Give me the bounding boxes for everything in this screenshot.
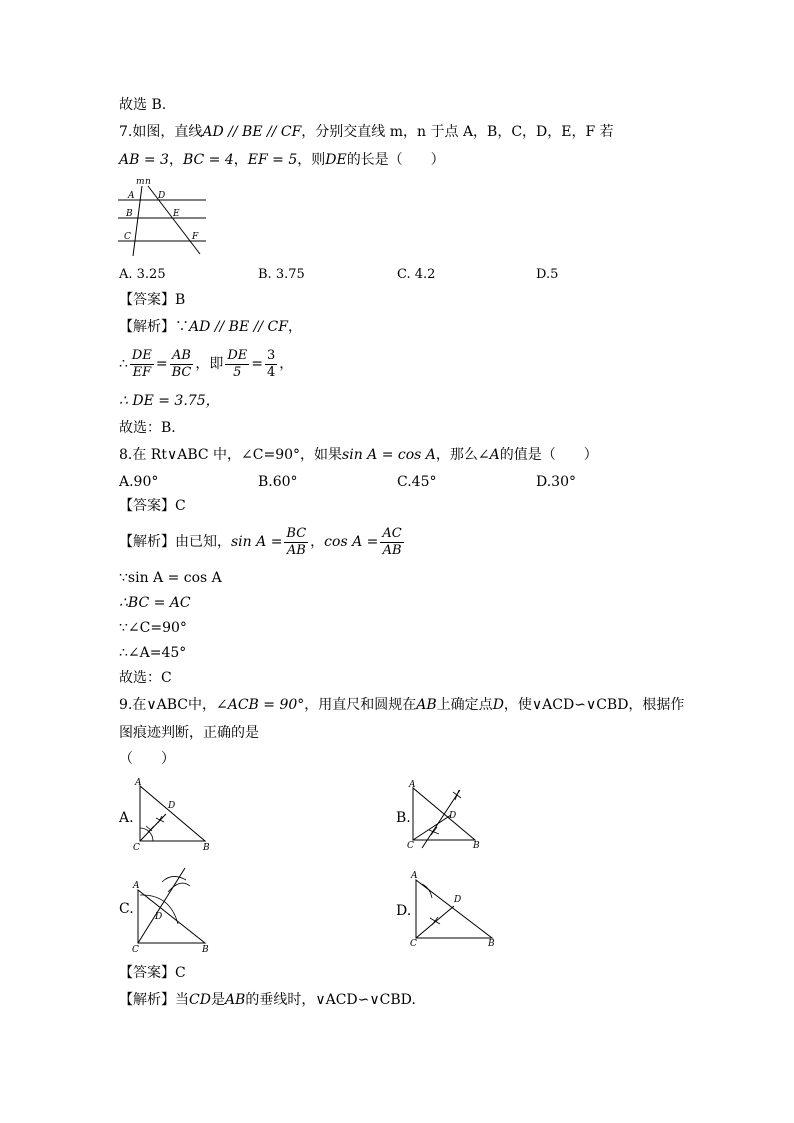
den: 4: [266, 364, 276, 380]
segment-cd: [413, 815, 451, 840]
q9-stem-text-2: ，用直尺和圆规在: [304, 697, 417, 713]
q7-stem-text: 7.如图，直线: [119, 124, 203, 140]
q7-given-ef: EF = 5: [247, 152, 298, 168]
q8-stem-text: 8.在 Rt∨ABC 中，∠C=90°，如果: [119, 447, 343, 463]
q9-stem-d: D: [492, 697, 504, 713]
q9-stem-text: 9.在∨ABC中，: [119, 697, 216, 713]
den: AB: [286, 542, 306, 558]
q8-analysis-label: 【解析】由已知，: [119, 534, 231, 550]
q9-answer: 【答案】C: [119, 965, 186, 981]
label-n: n: [145, 177, 151, 187]
label-e: E: [173, 209, 180, 219]
q9-analysis-label: 【解析】当: [119, 992, 189, 1008]
therefore: ∴: [119, 356, 128, 372]
q8-stem-text-3: 的值是（ ）: [499, 447, 598, 463]
label-d: D: [158, 191, 166, 201]
q9-stem-text-4: ，使∨ACD∽∨CBD，根据作: [503, 697, 685, 713]
frac-de-ef: [130, 348, 154, 381]
frac-3-4: [265, 348, 277, 381]
label-a: A: [409, 780, 416, 790]
label-b: B: [126, 209, 133, 219]
label-a: A: [133, 881, 140, 891]
eq: =: [155, 356, 168, 372]
sep: ，: [233, 152, 248, 168]
q8-analysis: [119, 524, 406, 560]
q8-stem-angle: ∠A: [477, 447, 500, 463]
q7-option-d: D.5: [536, 267, 559, 282]
num: DE: [131, 347, 152, 363]
q8-step2: ∴BC = AC: [119, 595, 191, 611]
q8-stem-math: sin A = cos A: [342, 447, 436, 463]
q7-given-ab: AB = 3: [119, 152, 169, 168]
label-a: A: [411, 871, 418, 881]
q7-given-bc: BC = 4: [182, 152, 234, 168]
eq: =: [251, 356, 263, 372]
label-m: m: [136, 177, 145, 187]
label-b: B: [203, 843, 210, 853]
q7-given: [119, 151, 445, 169]
q7-analysis-tail: ，: [287, 319, 302, 335]
label-a: A: [128, 191, 135, 201]
q9-analysis-text-2: 的垂线时，∨ACD∽∨CBD.: [245, 992, 416, 1008]
den: AB: [382, 542, 402, 558]
label-f: F: [192, 232, 199, 242]
q7-analysis: [119, 318, 302, 336]
triangle: [138, 890, 205, 943]
q9-figure-b: [407, 780, 487, 852]
q7-given-text-2: 的长是（ ）: [346, 152, 445, 168]
label-b: B: [488, 939, 495, 949]
q8-step1: ∵sin A = cos A: [119, 570, 222, 586]
q9-figure-c: [130, 864, 222, 954]
q8-option-b: B.60°: [258, 474, 298, 490]
q7-analysis-label: 【解析】∵: [119, 319, 189, 335]
q9-figure-d: [408, 868, 500, 948]
q8-stem: [119, 446, 598, 464]
q7-stem: [119, 123, 614, 141]
line-n: [148, 186, 200, 254]
q9-stem-ab: AB: [416, 697, 437, 713]
num: 3: [266, 347, 276, 363]
q8-conclusion: 故选：C: [119, 670, 172, 686]
label-d: D: [155, 912, 163, 922]
q9-analysis-text: 是: [210, 992, 225, 1008]
q9-option-b-label: B.: [396, 810, 411, 826]
q8-answer: 【答案】C: [119, 498, 186, 514]
q9-stem-text-3: 上确定点: [436, 697, 493, 713]
q9-stem-math: ∠ACB = 90°: [215, 697, 305, 713]
q7-option-a: A. 3.25: [119, 267, 166, 282]
q8-stem-text-2: ，那么: [435, 447, 478, 463]
den: EF: [132, 364, 152, 380]
segment-cd: [416, 906, 454, 938]
den: 5: [233, 364, 242, 380]
q7-analysis-math: AD // BE // CF: [189, 319, 288, 335]
q7-conclusion: 故选：B.: [119, 420, 176, 436]
q7-step-text: ，即: [195, 356, 224, 372]
num: AC: [382, 525, 402, 541]
arc-top-1: [162, 876, 186, 882]
q9-option-a-label: A.: [119, 810, 134, 826]
cos-a: cos A =: [324, 534, 379, 550]
q8-option-c: C.45°: [397, 474, 437, 490]
frac-bc-ab: [284, 526, 308, 559]
label-b: B: [473, 841, 480, 851]
label-c: C: [124, 232, 131, 242]
label-c: C: [133, 843, 140, 853]
q9-figure-a: [132, 778, 214, 852]
q8-step4: ∴∠A=45°: [119, 645, 187, 661]
q7-stem-text-2: ，分别交直线 m，n 于点 A，B，C，D，E，F 若: [301, 124, 614, 140]
q9-stem: [119, 696, 684, 714]
sep: ，: [310, 534, 325, 550]
q7-option-c: C. 4.2: [397, 267, 436, 282]
label-d: D: [168, 801, 176, 811]
q8-step3: ∵∠C=90°: [119, 620, 187, 636]
q7-stem-math: AD // BE // CF: [202, 124, 302, 140]
q9-paren: （ ）: [119, 751, 175, 767]
q9-option-d-label: D.: [396, 903, 412, 919]
q8-option-a: A.90°: [119, 474, 159, 490]
q9-analysis: [119, 991, 416, 1009]
label-c: C: [407, 841, 414, 851]
q9-stem-line2: 图痕迹判断，正确的是: [119, 725, 259, 741]
q9-analysis-cd: CD: [189, 992, 211, 1008]
prev-conclusion: 故选 B.: [119, 97, 167, 113]
sep: ，: [168, 152, 183, 168]
sin-a: sin A =: [231, 534, 283, 550]
label-c: C: [410, 939, 417, 949]
label-d: D: [449, 811, 457, 821]
label-a: A: [135, 778, 142, 788]
label-d: D: [454, 895, 462, 905]
perpendicular-line: [138, 868, 185, 943]
num: BC: [286, 525, 307, 541]
frac-ac-ab: [380, 526, 403, 559]
den: BC: [171, 364, 192, 380]
q9-option-c-label: C.: [119, 901, 134, 917]
num: AB: [171, 347, 191, 363]
q9-analysis-ab: AB: [224, 992, 246, 1008]
q7-answer: 【答案】B: [119, 292, 186, 308]
q7-step3: ∴ DE = 3.75，: [119, 393, 220, 409]
label-b: B: [202, 945, 209, 955]
num: DE: [227, 347, 248, 363]
q8-option-d: D.30°: [536, 474, 576, 490]
q7-option-b: B. 3.75: [258, 267, 305, 282]
frac-ab-bc: [170, 348, 194, 381]
q7-parallel-lines-figure: [118, 176, 213, 260]
q7-step-end: ，: [279, 356, 294, 372]
q7-proportion: [119, 346, 293, 382]
cross-mark: [430, 917, 440, 925]
label-c: C: [132, 945, 139, 955]
frac-de-5: [225, 348, 249, 381]
q7-given-de: DE: [325, 152, 347, 168]
q7-given-text: ，则: [297, 152, 326, 168]
